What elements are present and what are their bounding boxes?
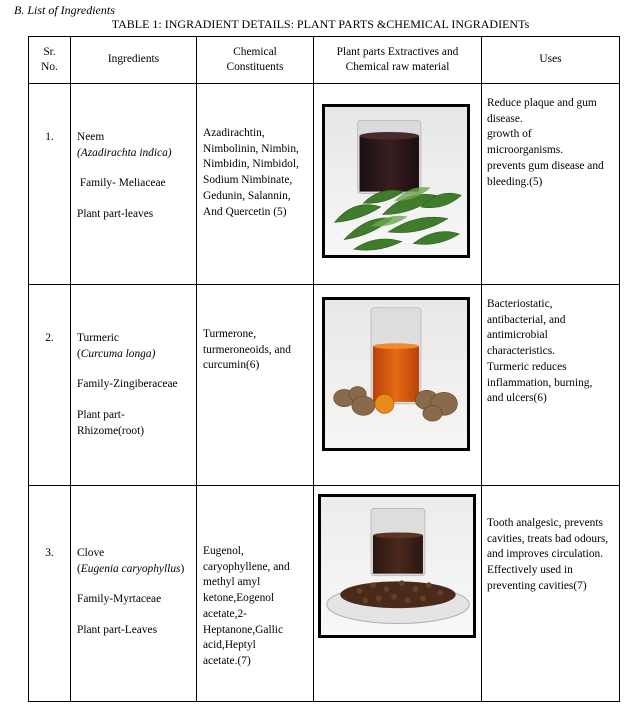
uses-line: growth of [487, 128, 532, 141]
header-uses: Uses [482, 37, 620, 84]
clove-extract-photo [318, 494, 476, 638]
uses-line: antibacterial, and [487, 313, 566, 326]
table-caption: TABLE 1: INGRADIENT DETAILS: PLANT PARTS &CHEMICAL INGRADIENTs [111, 17, 530, 31]
uses-line: and improves circulation. [487, 548, 604, 561]
uses-line: microorganisms. [487, 144, 564, 157]
uses-cell [482, 84, 620, 285]
uses-line: inflammation, burning, [487, 376, 593, 389]
neem-extract-photo [322, 104, 470, 258]
header-ingredients: Ingredients [71, 37, 197, 84]
uses-line: Reduce plaque and gum [487, 97, 597, 109]
chemical-line: Sodium Nimbinate, [203, 174, 293, 187]
uses-cell [482, 285, 620, 486]
uses-line: cavities, treats bad odours, [487, 532, 609, 545]
uses-line: Bacteriostatic, [487, 298, 553, 310]
photo-cell [314, 486, 482, 702]
chemical-line: acetate.(7) [203, 655, 251, 668]
chemical-line: acetate,2- [203, 607, 247, 620]
plant-part: Rhizome(root) [77, 424, 145, 437]
chemical-line: And Quercetin (5) [203, 205, 287, 218]
chemical-line: Heptanone,Gallic [203, 623, 284, 636]
ingredient-cell [71, 285, 197, 486]
header-sr-line1: Sr. [43, 45, 56, 58]
header-chemical [197, 37, 314, 84]
uses-line: preventing cavities(7) [487, 579, 587, 592]
table-row-clove [29, 486, 620, 702]
chemical-cell [197, 486, 314, 702]
ingredient-cell [71, 84, 197, 285]
ingredient-name: Neem [77, 131, 105, 143]
uses-line: Turmeric reduces [487, 360, 567, 373]
scientific-name: (Azadirachta indica) [77, 146, 172, 159]
plant-part: Plant part-Leaves [77, 624, 158, 637]
uses-line: prevents gum disease and [487, 159, 604, 172]
chemical-line: Nimbolinin, Nimbin, [203, 142, 299, 155]
header-plant-parts-line1: Plant parts Extractives and [336, 45, 459, 58]
section-heading: B. List of Ingredients [14, 3, 115, 17]
header-plant-parts [314, 37, 482, 84]
chemical-cell [197, 84, 314, 285]
header-sr-line2: No. [41, 61, 58, 73]
header-row [29, 37, 620, 84]
ingredients-table [28, 36, 620, 702]
ingredient-cell [71, 486, 197, 702]
header-chemical-line1: Chemical [233, 45, 277, 58]
header-plant-parts-line2: Chemical raw material [345, 61, 450, 73]
uses-line: Tooth analgesic, prevents [487, 517, 603, 529]
sr-no: 3. [29, 486, 71, 702]
chemical-line: Turmerone, [203, 328, 257, 340]
family-name: Family-Myrtaceae [77, 593, 162, 606]
scientific-suffix: ) [180, 562, 185, 575]
uses-line: characteristics. [487, 345, 555, 358]
uses-line: antimicrobial [487, 329, 548, 342]
uses-line: bleeding.(5) [487, 175, 543, 188]
chemical-line: methyl amyl [203, 576, 261, 589]
scientific-name: Curcuma longa) [80, 347, 156, 360]
photo-cell [314, 285, 482, 486]
uses-line: Effectively used in [487, 564, 573, 577]
uses-line: and ulcers(6) [487, 392, 547, 405]
chemical-line: caryophyllene, and [203, 560, 290, 573]
scientific-name: Eugenia caryophyllus [80, 562, 181, 575]
scientific-prefix: ( [77, 347, 81, 360]
uses-line: disease. [487, 112, 523, 125]
chemical-line: acid,Heptyl [203, 639, 256, 652]
chemical-line: curcumin(6) [203, 359, 260, 372]
table-row-turmeric [29, 285, 620, 486]
header-sr [29, 37, 71, 84]
plant-part: Plant part- [77, 409, 125, 422]
family-name: Family- Meliaceae [77, 177, 166, 190]
uses-cell [482, 486, 620, 702]
turmeric-extract-photo [322, 297, 470, 451]
chemical-line: Eugenol, [203, 545, 244, 557]
plant-part: Plant part-leaves [77, 208, 154, 221]
table-row-neem [29, 84, 620, 285]
chemical-line: Gedunin, Salannin, [203, 189, 291, 202]
sr-no: 2. [29, 285, 71, 486]
photo-cell [314, 84, 482, 285]
family-name: Family-Zingiberaceae [77, 378, 178, 391]
chemical-line: turmeroneoids, and [203, 343, 291, 356]
sr-no: 1. [29, 84, 71, 285]
scientific-prefix: ( [77, 562, 81, 575]
header-chemical-line2: Constituents [226, 61, 284, 73]
ingredient-name: Clove [77, 547, 105, 559]
chemical-line: ketone,Eogenol [203, 592, 275, 605]
ingredient-name: Turmeric [77, 332, 119, 344]
chemical-line: Nimbidin, Nimbidol, [203, 158, 299, 171]
chemical-line: Azadirachtin, [203, 127, 265, 139]
chemical-cell [197, 285, 314, 486]
